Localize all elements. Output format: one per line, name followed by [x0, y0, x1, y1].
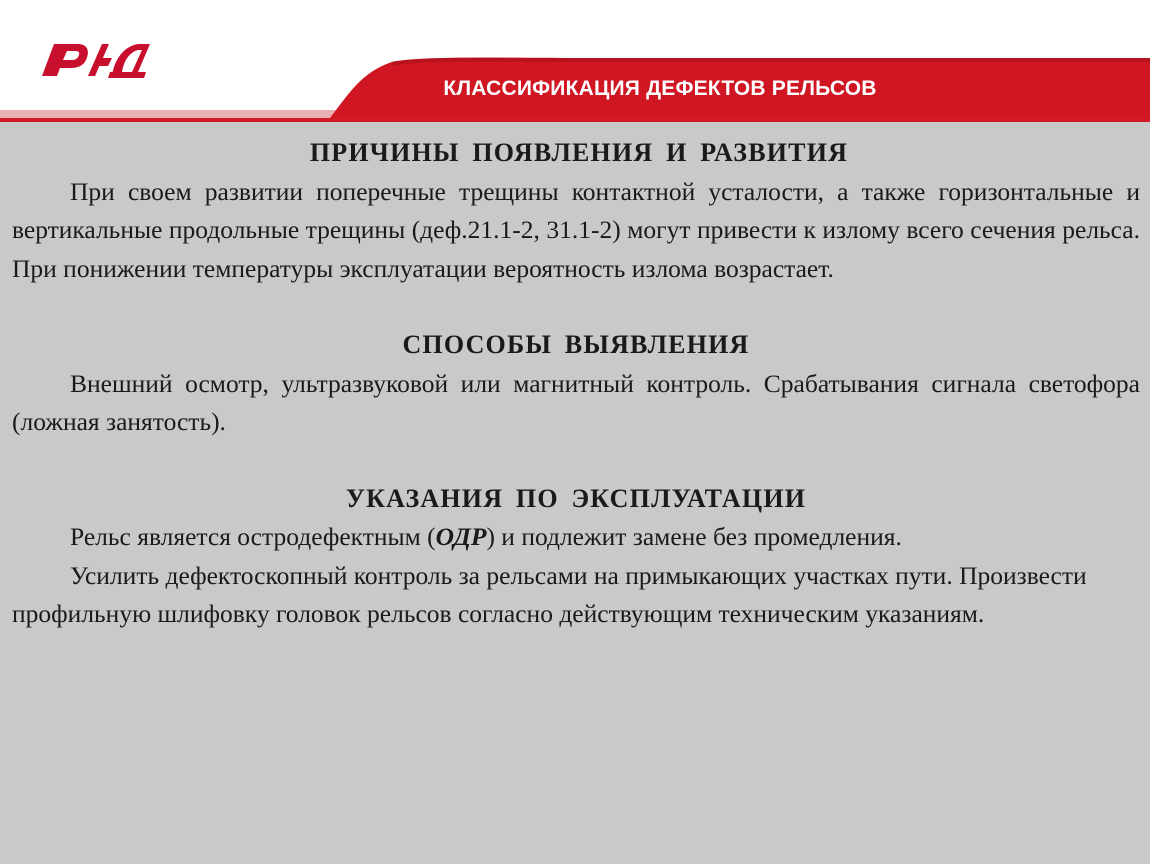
operation-paragraph-2: Усилить дефектоскопный контроль за рельсами на примыкающих участках пути. Произвести профильную шлифовку головок рельсов согласно действующим техническим указаниям. — [12, 560, 1087, 628]
section-heading-causes: ПРИЧИНЫ ПОЯВЛЕНИЯ И РАЗВИТИЯ — [309, 138, 849, 167]
section-heading-operation: УКАЗАНИЯ ПО ЭКСПЛУАТАЦИИ — [345, 483, 807, 513]
spacer — [12, 442, 1140, 480]
slide-body — [12, 134, 1140, 634]
section-heading-detection: СПОСОБЫ ВЫЯВЛЕНИЯ — [402, 330, 750, 359]
operation-paragraph-1 — [12, 518, 1140, 557]
causes-paragraph: При своем развитии поперечные трещины контактной усталости, а также горизонтальные и вертикальные продольные трещины (деф.21.1-2, 31.1-2) могут привести к излому всего сечения рельса. При понижении температуры эксплуатации вероятность излома возрастает. — [12, 176, 1140, 283]
rzd-logo — [38, 30, 154, 84]
detection-paragraph: Внешний осмотр, ультразвуковой или магнитный контроль. Срабатывания сигнала светофора (ложная занятость). — [12, 368, 1140, 436]
rzd-logo-mark — [42, 44, 150, 78]
slide-header — [0, 0, 1150, 122]
slide-title: КЛАССИФИКАЦИЯ ДЕФЕКТОВ РЕЛЬСОВ — [443, 77, 877, 100]
operation-text-after: ) и подлежит замене без промедления. — [486, 522, 902, 551]
odr-abbreviation: ОДР — [435, 522, 487, 551]
spacer — [12, 288, 1140, 326]
operation-text-before: Рельс является остродефектным ( — [70, 522, 436, 551]
